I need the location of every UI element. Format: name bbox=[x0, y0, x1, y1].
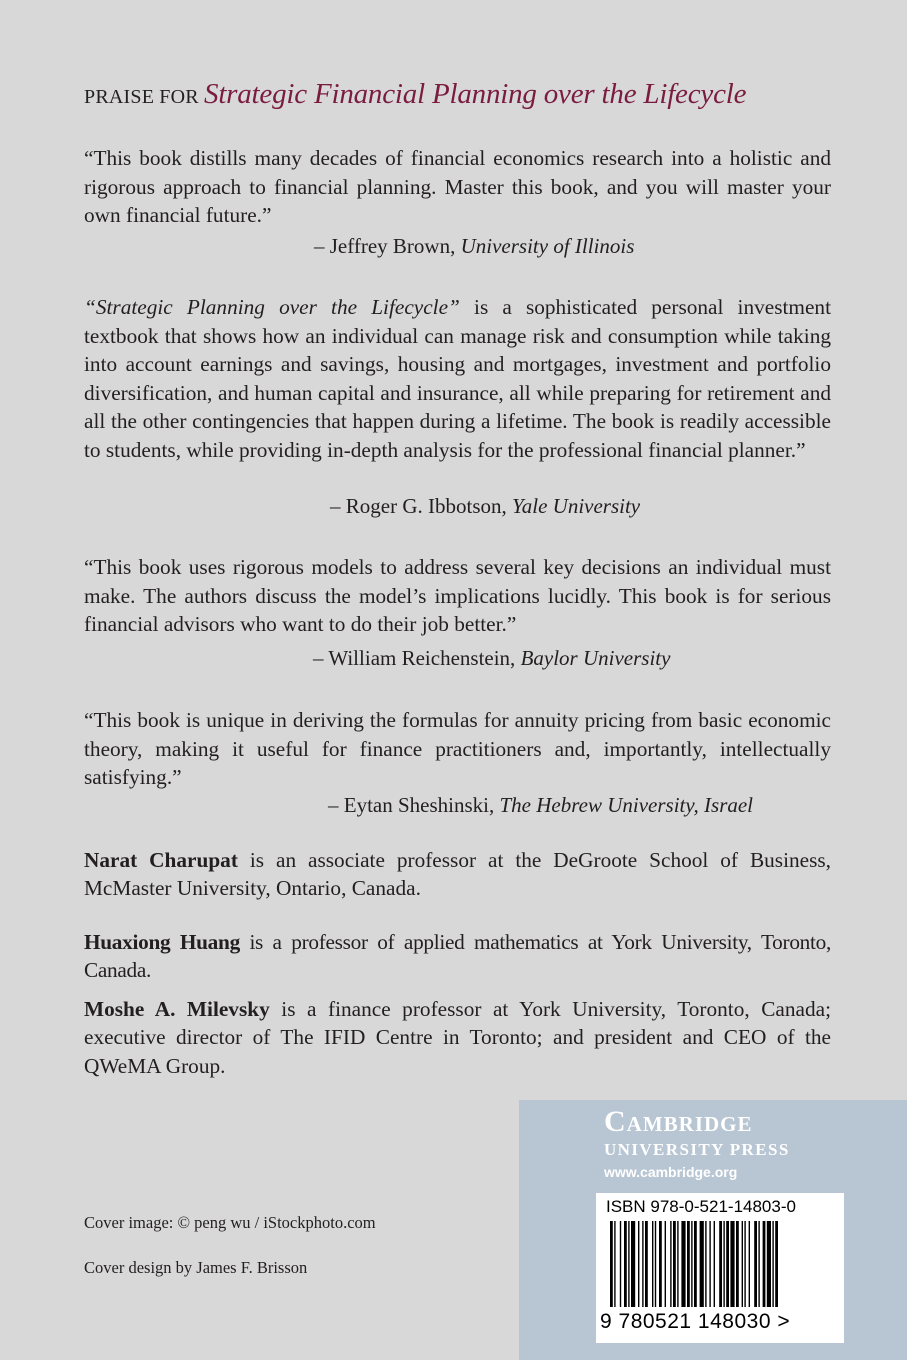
publisher-logo: Cambridge bbox=[604, 1105, 753, 1138]
author-bio bbox=[84, 846, 831, 903]
review-quote-text: is a sophisticated personal investment textbook that shows how an individual can manage risk and consumption while taking into account earnings and savings, housing and mortgages, investment and portfolio diversification, and human capital and insurance, all while preparing for retirement and all the other contingencies that happen during a lifetime. The book is readily accessible to students, while providing in-depth analysis for the professional financial planner.” bbox=[84, 295, 832, 462]
barcode-bar bbox=[659, 1221, 662, 1307]
review-quote: “This book is unique in deriving the formulas for annuity pricing from basic economic theory, making it useful for finance practitioners and, importantly, intellectually satisfying.” bbox=[84, 708, 831, 790]
barcode-bar bbox=[624, 1221, 627, 1307]
barcode-bar bbox=[620, 1221, 621, 1307]
review-attribution bbox=[84, 791, 831, 819]
barcode-digits: 9 780521 148030 > bbox=[600, 1310, 791, 1333]
review-quote: “This book distills many decades of financial economics research into a holistic and rigorous approach to financial planning. Master this book, and you will master your own financial future.” bbox=[84, 146, 831, 228]
reviewer-name: – William Reichenstein, bbox=[313, 646, 516, 670]
barcode-bar bbox=[714, 1221, 715, 1307]
barcode-bar bbox=[736, 1221, 739, 1307]
barcode-bar bbox=[723, 1221, 724, 1307]
barcode-bar bbox=[730, 1221, 734, 1307]
author-name: Moshe A. Milevsky bbox=[84, 997, 270, 1021]
barcode-bar bbox=[709, 1221, 710, 1307]
book-title: Strategic Financial Planning over the Lifecycle bbox=[204, 78, 747, 110]
reviewer-affiliation: University of Illinois bbox=[460, 234, 635, 258]
author-bio-text: is an associate professor at the DeGroote School of Business, McMaster University, Ontario, Canada. bbox=[84, 848, 831, 901]
barcode-bar bbox=[645, 1221, 648, 1307]
author-bio bbox=[84, 995, 831, 1080]
barcode-bar bbox=[694, 1221, 697, 1307]
publisher-url: www.cambridge.org bbox=[604, 1164, 738, 1180]
review-attribution bbox=[84, 232, 831, 260]
barcode-bar bbox=[705, 1221, 706, 1307]
barcode-bar bbox=[652, 1221, 653, 1307]
review-quote bbox=[84, 293, 831, 465]
barcode-bar bbox=[638, 1221, 639, 1307]
barcode-bar bbox=[655, 1221, 656, 1307]
review-quote: “This book uses rigorous models to address several key decisions an individual must make. The authors discuss the model’s implications lucidly. This book is for serious financial advisors who want to do their job better.” bbox=[84, 555, 831, 637]
barcode-bar bbox=[681, 1221, 685, 1307]
reviewer-affiliation: Yale University bbox=[512, 494, 641, 518]
praise-heading-prefix: PRAISE FOR bbox=[84, 86, 199, 108]
barcode-bar bbox=[749, 1221, 750, 1307]
isbn-label: ISBN 978-0-521-14803-0 bbox=[606, 1197, 796, 1216]
author-name: Huaxiong Huang bbox=[84, 930, 240, 954]
reviewer-affiliation: Baylor University bbox=[520, 646, 671, 670]
author-bio-text: is a professor of applied mathematics at York University, Toronto, Canada. bbox=[84, 930, 831, 983]
barcode-bar bbox=[758, 1221, 759, 1307]
barcode-bar bbox=[614, 1221, 615, 1307]
barcode-bar bbox=[691, 1221, 692, 1307]
barcode-bar bbox=[670, 1221, 671, 1307]
barcode-bar bbox=[719, 1221, 722, 1307]
barcode-bar bbox=[742, 1221, 743, 1307]
barcode-bar bbox=[610, 1221, 613, 1307]
barcode-bar bbox=[687, 1221, 690, 1307]
reviewer-name: – Eytan Sheshinski, bbox=[328, 793, 495, 817]
reviewer-name: – Roger G. Ibbotson, bbox=[330, 494, 507, 518]
barcode-bar bbox=[726, 1221, 729, 1307]
barcode-bar bbox=[775, 1221, 778, 1307]
review-attribution bbox=[84, 492, 831, 520]
cover-image-credit: Cover image: © peng wu / iStockphoto.com bbox=[84, 1213, 376, 1232]
reviewer-affiliation: The Hebrew University, Israel bbox=[499, 793, 754, 817]
barcode-bar bbox=[772, 1221, 773, 1307]
review-attribution bbox=[84, 644, 831, 672]
barcode-bar bbox=[665, 1221, 666, 1307]
praise-heading bbox=[84, 78, 884, 111]
barcode-bar bbox=[700, 1221, 704, 1307]
barcode-bars bbox=[606, 1221, 832, 1311]
barcode-bar bbox=[744, 1221, 745, 1307]
barcode-bar bbox=[628, 1221, 629, 1307]
barcode-bar bbox=[673, 1221, 676, 1307]
cover-design-credit: Cover design by James F. Brisson bbox=[84, 1258, 308, 1277]
author-name: Narat Charupat bbox=[84, 848, 238, 872]
barcode-bar bbox=[642, 1221, 643, 1307]
barcode-bar bbox=[631, 1221, 635, 1307]
publisher-press: UNIVERSITY PRESS bbox=[604, 1140, 790, 1159]
quoted-book-title: “Strategic Planning over the Lifecycle” bbox=[84, 295, 460, 319]
reviewer-name: – Jeffrey Brown, bbox=[314, 234, 456, 258]
barcode-bar bbox=[677, 1221, 678, 1307]
barcode-bar bbox=[763, 1221, 766, 1307]
author-bio-text: is a finance professor at York University, Toronto, Canada; executive director of The IFID Centre in Toronto; and president and CEO of the QWeMA Group. bbox=[84, 997, 831, 1078]
author-bio bbox=[84, 928, 831, 985]
barcode-bar bbox=[754, 1221, 757, 1307]
barcode-bar bbox=[767, 1221, 771, 1307]
